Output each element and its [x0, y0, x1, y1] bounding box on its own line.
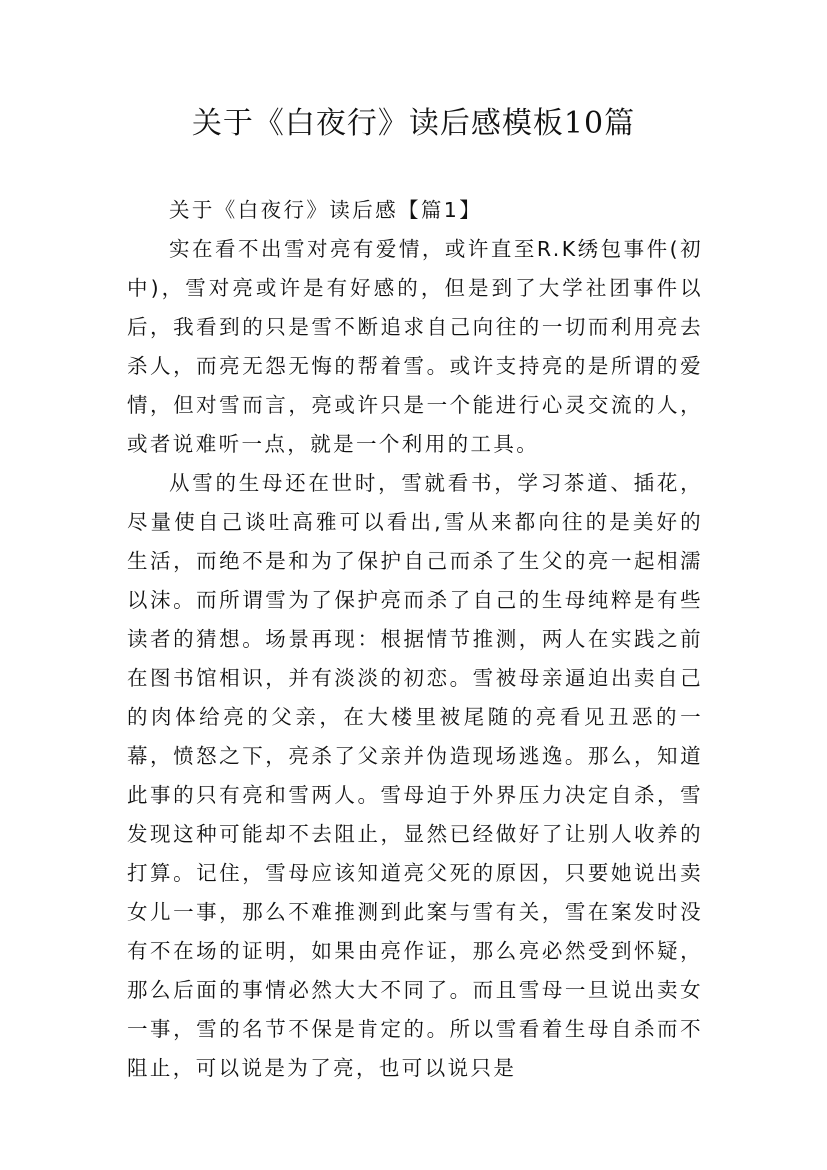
- section-heading: 关于《白夜行》读后感【篇1】: [169, 198, 483, 222]
- document-body: [127, 191, 703, 1088]
- document-title: 关于《白夜行》读后感模板10篇: [191, 106, 636, 141]
- paragraph-2: 从雪的生母还在世时，雪就看书，学习茶道、插花，尽量使自己谈吐高雅可以看出,雪从来都向往的是美好的生活，而绝不是和为了保护自己而杀了生父的亮一起相濡以沫。而所谓雪为了保护亮而杀了自己的生母纯粹是有些读者的猜想。场景再现：根据情节推测，两人在实践之前在图书馆相识，并有淡淡的初恋。雪被母亲逼迫出卖自己的肉体给亮的父亲，在大楼里被尾随的亮看见丑恶的一幕，愤怒之下，亮杀了父亲并伪造现场逃逸。那么，知道此事的只有亮和雪两人。雪母迫于外界压力决定自杀，雪发现这种可能却不去阻止，显然已经做好了让别人收养的打算。记住，雪母应该知道亮父死的原因，只要她说出卖女儿一事，那么不难推测到此案与雪有关，雪在案发时没有不在场的证明，如果由亮作证，那么亮必然受到怀疑，那么后面的事情必然大大不同了。而且雪母一旦说出卖女一事，雪的名节不保是肯定的。所以雪看着生母自杀而不阻止，可以说是为了亮，也可以说只是: [127, 471, 703, 1080]
- paragraph-1: 实在看不出雪对亮有爱情，或许直至R.K绣包事件(初中)，雪对亮或许是有好感的，但是到了大学社团事件以后，我看到的只是雪不断追求自己向往的一切而利用亮去杀人，而亮无怨无悔的帮着雪。或许支持亮的是所谓的爱情，但对雪而言，亮或许只是一个能进行心灵交流的人，或者说难听一点，就是一个利用的工具。: [127, 237, 703, 456]
